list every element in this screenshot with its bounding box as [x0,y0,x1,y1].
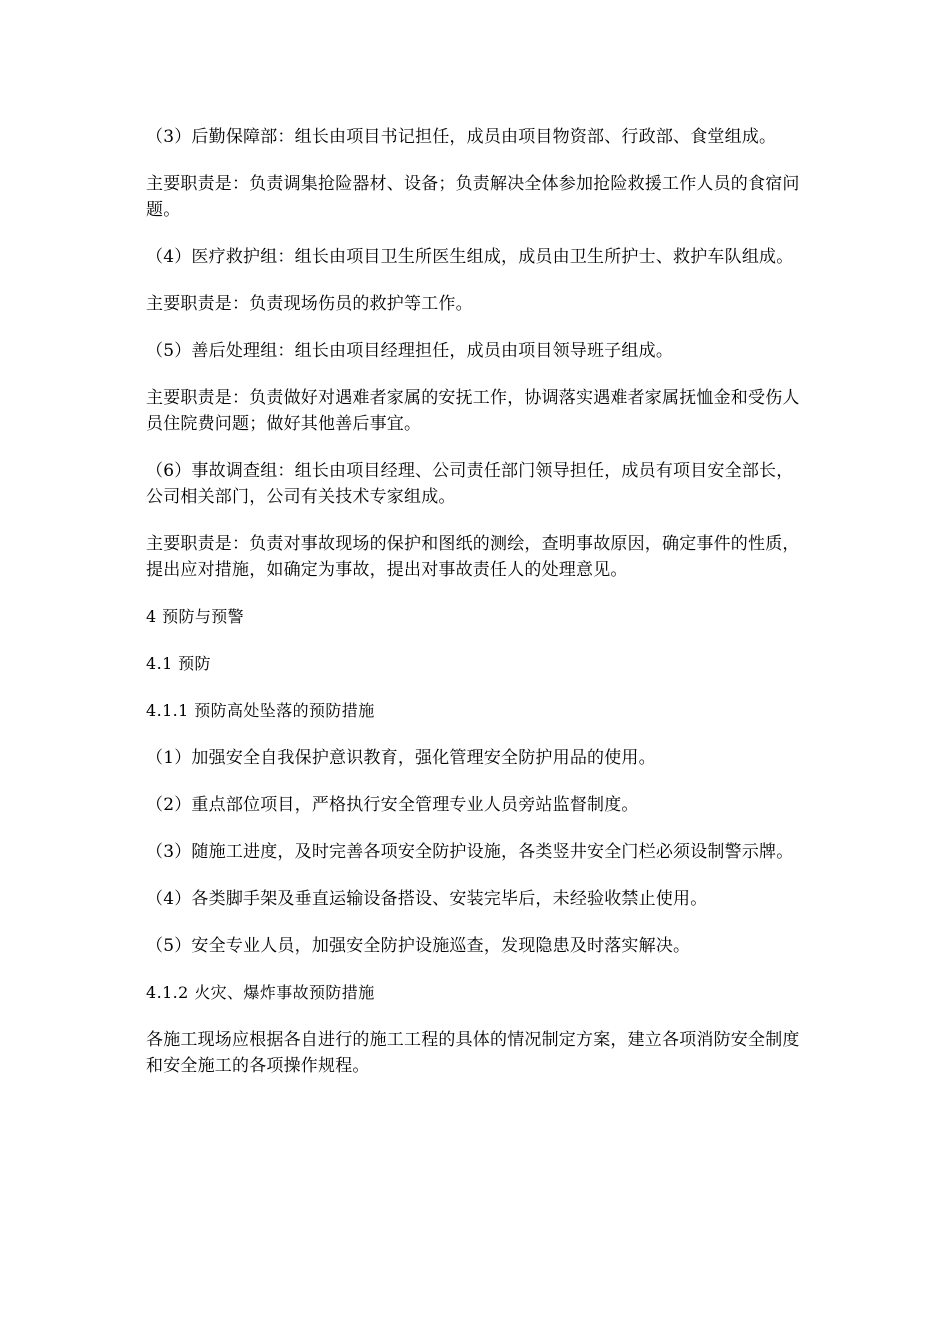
paragraph-aftermath-team: （5）善后处理组：组长由项目经理担任，成员由项目领导班子组成。 [146,341,674,361]
list-item-fall-3: （3）随施工进度，及时完善各项安全防护设施，各类竖井安全门栏必须设制警示牌。 [146,842,794,862]
paragraph-medical-duties: 主要职责是：负责现场伤员的救护等工作。 [146,294,473,314]
section-heading-prevention: 4.1 预防 [146,654,211,673]
section-heading-fall-prevention: 4.1.1 预防高处坠落的预防措施 [146,701,375,720]
list-item-fall-5: （5）安全专业人员，加强安全防护设施巡查，发现隐患及时落实解决。 [146,936,691,956]
list-item-fall-4: （4）各类脚手架及垂直运输设备搭设、安装完毕后，未经验收禁止使用。 [146,889,708,909]
paragraph-investigation-duties: 主要职责是：负责对事故现场的保护和图纸的测绘，查明事故原因，确定事件的性质，提出应对措施，如确定为事故，提出对事故责任人的处理意见。 [146,534,800,580]
paragraph-medical-team: （4）医疗救护组：组长由项目卫生所医生组成，成员由卫生所护士、救护车队组成。 [146,247,794,267]
section-heading-fire-explosion: 4.1.2 火灾、爆炸事故预防措施 [146,983,375,1002]
paragraph-investigation-team: （6）事故调查组：组长由项目经理、公司责任部门领导担任，成员有项目安全部长，公司相关部门，公司有关技术专家组成。 [146,461,794,507]
list-item-fall-2: （2）重点部位项目，严格执行安全管理专业人员旁站监督制度。 [146,795,639,815]
list-item-fall-1: （1）加强安全自我保护意识教育，强化管理安全防护用品的使用。 [146,748,656,768]
paragraph-aftermath-duties: 主要职责是：负责做好对遇难者家属的安抚工作，协调落实遇难者家属抚恤金和受伤人员住院费问题；做好其他善后事宜。 [146,388,800,434]
paragraph-logistics-dept: （3）后勤保障部：组长由项目书记担任，成员由项目物资部、行政部、食堂组成。 [146,127,777,147]
section-heading-prevention-warning: 4 预防与预警 [146,607,245,626]
paragraph-logistics-duties: 主要职责是：负责调集抢险器材、设备；负责解决全体参加抢险救援工作人员的食宿问题。 [146,174,800,220]
document-body [146,124,810,1079]
paragraph-fire-measures: 各施工现场应根据各自进行的施工工程的具体的情况制定方案，建立各项消防安全制度和安全施工的各项操作规程。 [146,1030,800,1076]
